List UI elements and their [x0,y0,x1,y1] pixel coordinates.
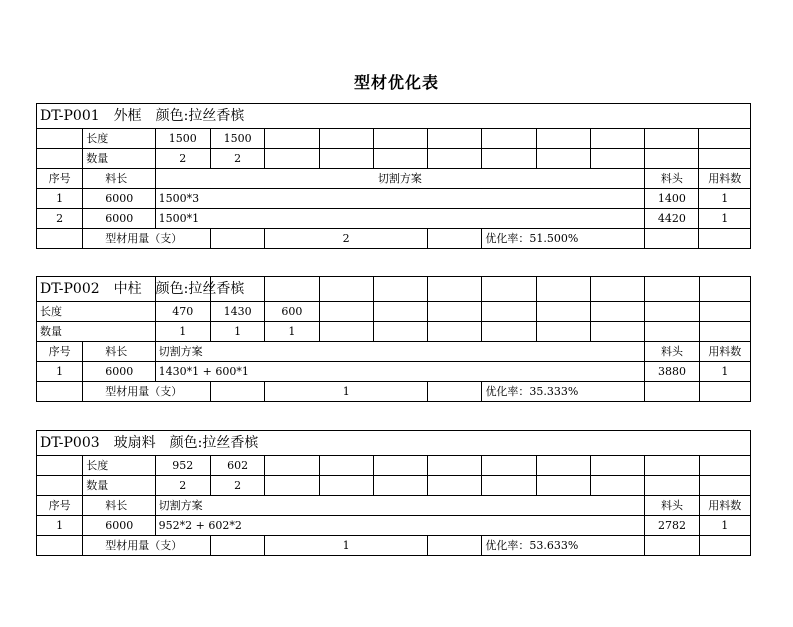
count-value: 2 [155,149,210,169]
total-label: 型材用量（支） [83,382,211,402]
row-seq: 2 [37,209,83,229]
col-seq-header: 序号 [37,169,83,189]
row-seq: 1 [37,362,83,382]
table-row [37,189,751,209]
col-plan-header: 切割方案 [155,342,645,362]
count-label: 数量 [83,476,155,496]
row-plan: 1500*1 [155,209,645,229]
length-label: 长度 [37,302,156,322]
section-header: DT-P001 外框 颜色:拉丝香槟 [37,104,751,129]
count-value: 2 [210,149,264,169]
length-value: 600 [265,302,319,322]
col-plan-header: 切割方案 [155,169,645,189]
row-remnant: 2782 [645,516,699,536]
total-value: 1 [265,382,428,402]
length-value: 952 [155,456,210,476]
col-remnant-header: 料头 [645,342,699,362]
count-value: 1 [210,322,264,342]
col-seq-header: 序号 [37,496,83,516]
count-value: 1 [155,322,210,342]
count-value: 2 [210,476,264,496]
row-seq: 1 [37,516,83,536]
optimization-rate: 优化率：51.500% [482,229,645,249]
row-plan: 952*2 + 602*2 [155,516,645,536]
col-stock-header: 料长 [83,169,155,189]
col-usage-header: 用料数 [699,496,750,516]
col-seq-header: 序号 [37,342,83,362]
section-header: DT-P002 中柱 颜色:拉丝香槟 [37,277,156,302]
page-title: 型材优化表 [353,73,439,92]
profile-table-dt-p002 [36,276,751,402]
row-usage: 1 [699,209,751,229]
col-usage-header: 用料数 [699,169,751,189]
length-label: 长度 [83,129,155,149]
row-remnant: 3880 [645,362,699,382]
table-row [37,516,751,536]
col-stock-header: 料长 [83,496,155,516]
col-remnant-header: 料头 [645,496,699,516]
count-value: 1 [265,322,319,342]
col-stock-header: 料长 [83,342,155,362]
length-value: 1500 [155,129,210,149]
count-label: 数量 [83,149,155,169]
length-value: 602 [210,456,264,476]
length-value: 470 [155,302,210,322]
table-row [37,209,751,229]
row-remnant: 4420 [645,209,699,229]
optimization-rate: 优化率：53.633% [482,536,645,556]
length-value: 1430 [210,302,264,322]
total-value: 2 [265,229,428,249]
row-stock: 6000 [83,362,155,382]
section-header: DT-P003 玻扇料 颜色:拉丝香槟 [37,431,751,456]
row-usage: 1 [699,362,750,382]
row-stock: 6000 [83,209,155,229]
profile-table-dt-p003 [36,430,751,556]
count-value: 2 [155,476,210,496]
col-usage-header: 用料数 [699,342,750,362]
row-remnant: 1400 [645,189,699,209]
row-stock: 6000 [83,189,155,209]
col-plan-header: 切割方案 [155,496,645,516]
row-usage: 1 [699,189,751,209]
row-stock: 6000 [83,516,155,536]
profile-table-dt-p001 [36,103,751,249]
row-plan: 1430*1 + 600*1 [155,362,645,382]
row-seq: 1 [37,189,83,209]
total-label: 型材用量（支） [83,536,211,556]
count-label: 数量 [37,322,156,342]
total-value: 1 [265,536,428,556]
table-row [37,362,751,382]
length-label: 长度 [83,456,155,476]
optimization-rate: 优化率：35.333% [482,382,645,402]
col-remnant-header: 料头 [645,169,699,189]
row-usage: 1 [699,516,750,536]
total-label: 型材用量（支） [83,229,211,249]
length-value: 1500 [210,129,264,149]
row-plan: 1500*3 [155,189,645,209]
